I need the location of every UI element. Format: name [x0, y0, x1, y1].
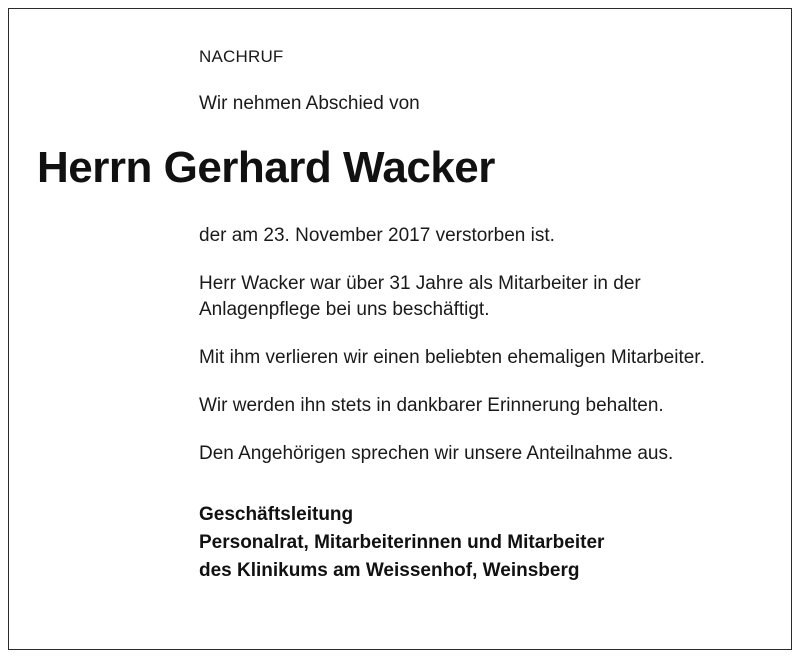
- deceased-name: Herrn Gerhard Wacker: [37, 143, 495, 192]
- notice-paragraph: Herr Wacker war über 31 Jahre als Mitarbeiter in der Anlagenpflege bei uns beschäftigt.: [199, 273, 641, 320]
- notice-border: [8, 8, 792, 650]
- signature-line: Geschäftsleitung: [199, 504, 354, 525]
- notice-body: [199, 223, 757, 467]
- notice-signature: [199, 501, 757, 585]
- notice-paragraph: Den Angehörigen sprechen wir unsere Anteilnahme aus.: [199, 443, 674, 464]
- notice-lead: Wir nehmen Abschied von: [199, 93, 420, 114]
- signature-line: Personalrat, Mitarbeiterinnen und Mitarbeiter: [199, 532, 605, 553]
- notice-kicker: NACHRUF: [199, 47, 284, 66]
- signature-line: des Klinikums am Weissenhof, Weinsberg: [199, 560, 580, 581]
- notice-paragraph: Mit ihm verlieren wir einen beliebten ehemaligen Mitarbeiter.: [199, 347, 705, 368]
- notice-content: [9, 9, 791, 649]
- notice-paragraph: der am 23. November 2017 verstorben ist.: [199, 225, 555, 246]
- notice-paragraph: Wir werden ihn stets in dankbarer Erinnerung behalten.: [199, 395, 664, 416]
